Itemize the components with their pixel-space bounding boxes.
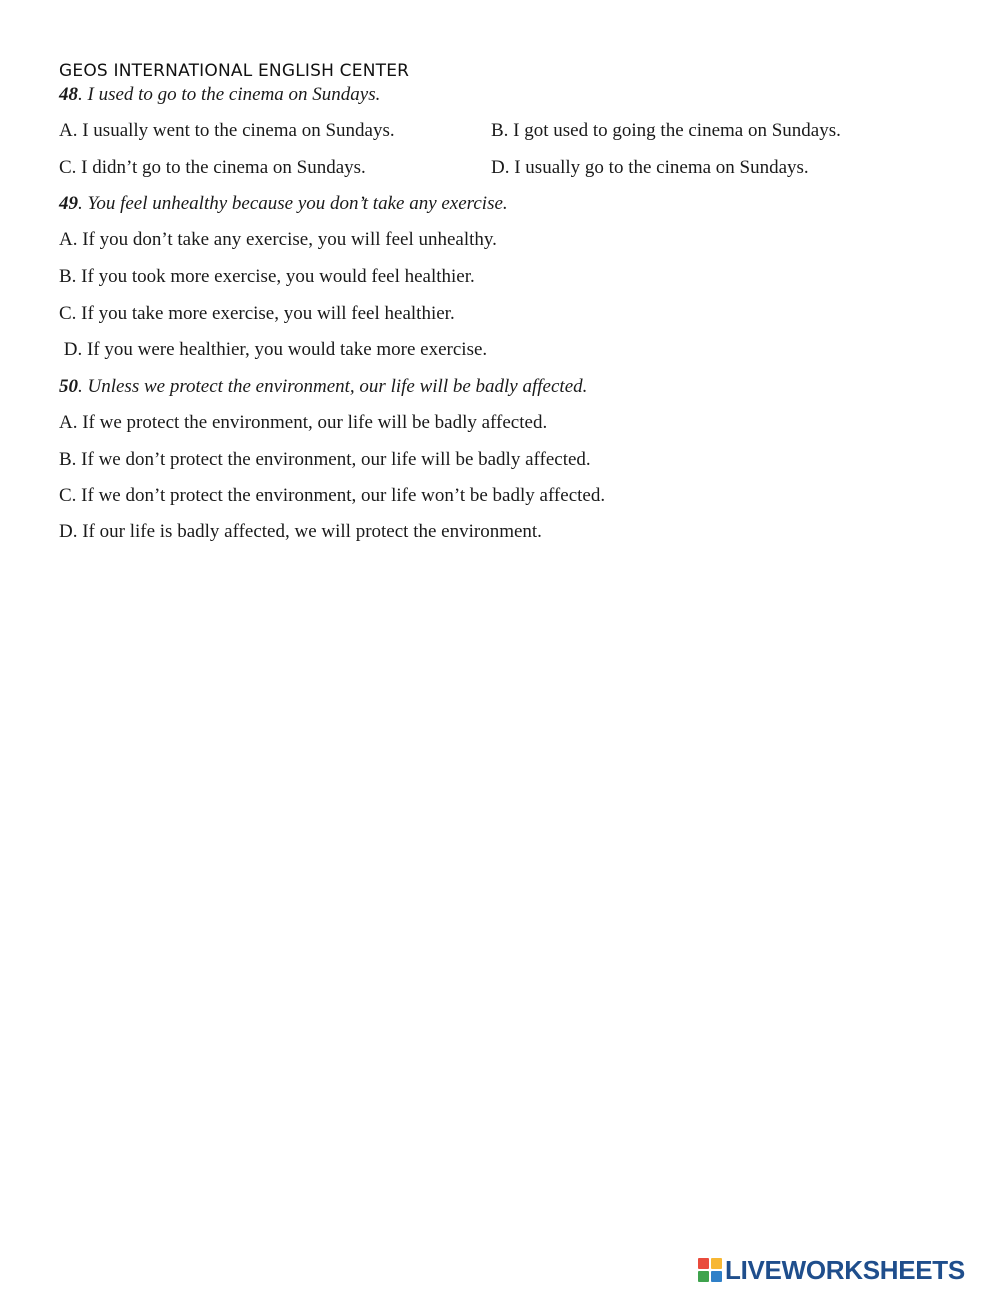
question-49-option-b: B. If you took more exercise, you would feel healthier. — [59, 266, 475, 287]
question-text: . You feel unhealthy because you don’t take any exercise. — [78, 193, 508, 214]
question-50-option-b: B. If we don’t protect the environment, our life will be badly affected. — [59, 449, 591, 470]
question-number: 48 — [59, 84, 78, 105]
question-49-option-a: A. If you don’t take any exercise, you will feel unhealthy. — [59, 229, 497, 250]
option-a: A. I usually went to the cinema on Sundays. — [59, 120, 395, 141]
question-text: . Unless we protect the environment, our life will be badly affected. — [78, 376, 588, 397]
question-49-option-d: D. If you were healthier, you would take more exercise. — [59, 339, 488, 360]
question-number: 49 — [59, 193, 78, 214]
question-50-option-a: A. If we protect the environment, our life will be badly affected. — [59, 412, 548, 433]
question-48-options-row-2 — [59, 157, 809, 179]
question-48-prompt — [59, 84, 380, 106]
liveworksheets-logo[interactable] — [698, 1257, 965, 1283]
option-d: D. I usually go to the cinema on Sundays. — [491, 157, 809, 178]
question-50-option-c: C. If we don’t protect the environment, our life won’t be badly affected. — [59, 485, 606, 506]
question-number: 50 — [59, 376, 78, 397]
option-b: B. I got used to going the cinema on Sundays. — [491, 120, 841, 141]
logo-text: LIVEWORKSHEETS — [725, 1255, 965, 1285]
logo-block-green — [698, 1271, 709, 1282]
page-header: GEOS INTERNATIONAL ENGLISH CENTER — [59, 61, 410, 81]
logo-block-yellow — [711, 1258, 722, 1269]
logo-block-red — [698, 1258, 709, 1269]
question-text: . I used to go to the cinema on Sundays. — [78, 84, 381, 105]
logo-blocks-icon — [698, 1258, 722, 1282]
question-49-prompt — [59, 193, 508, 215]
question-50-option-d: D. If our life is badly affected, we will protect the environment. — [59, 521, 542, 542]
logo-block-blue — [711, 1271, 722, 1282]
question-49-option-c: C. If you take more exercise, you will feel healthier. — [59, 303, 455, 324]
question-50-prompt — [59, 376, 587, 398]
option-c: C. I didn’t go to the cinema on Sundays. — [59, 157, 366, 178]
question-48-options-row-1 — [59, 120, 841, 142]
